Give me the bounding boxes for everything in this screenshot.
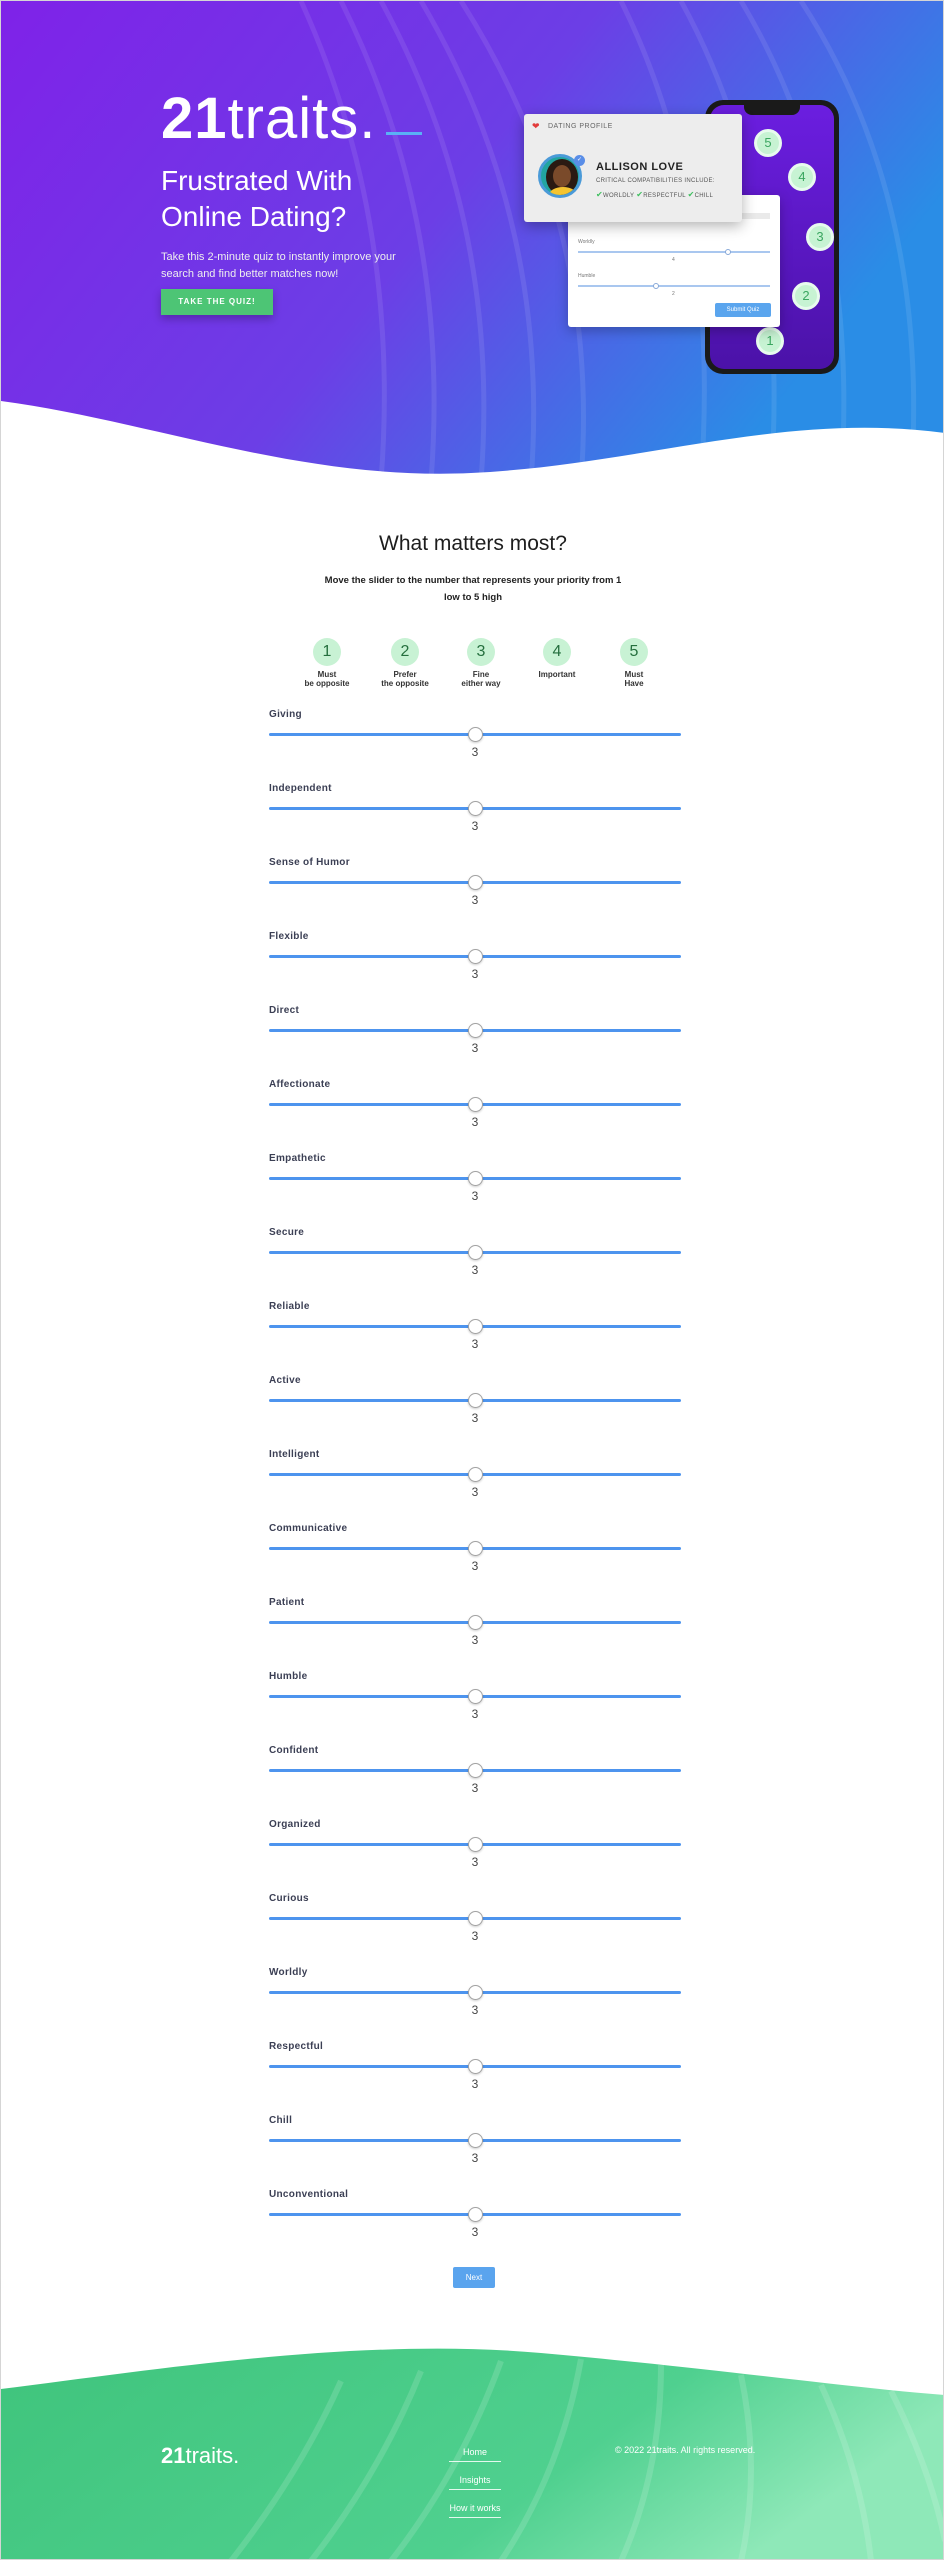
slider-knob[interactable] — [468, 1171, 483, 1186]
trait-label: Direct — [269, 1005, 300, 1016]
link-underline — [449, 2517, 501, 2518]
link-underline — [449, 2461, 501, 2462]
scale-number: 5 — [620, 638, 648, 666]
trait-label: Sense of Humor — [269, 857, 350, 868]
footer-link-label: Insights — [459, 2475, 491, 2485]
verified-badge-icon: ✓ — [574, 155, 585, 166]
phone-notch — [744, 105, 800, 115]
slider-value: 3 — [471, 1411, 479, 1425]
trait-label: Affectionate — [269, 1079, 331, 1090]
hero-subtitle: Take this 2-minute quiz to instantly improve your search and find better matches now! — [161, 251, 396, 280]
slider-value: 3 — [471, 1337, 479, 1351]
footer-logo[interactable] — [161, 2443, 239, 2469]
trait-row — [268, 1745, 682, 1817]
logo-word: traits — [227, 86, 360, 151]
profile-trait: WORLDLY — [603, 193, 635, 199]
trait-row — [268, 2115, 682, 2187]
slider-knob[interactable] — [468, 1615, 483, 1630]
trait-row — [268, 1079, 682, 1151]
slider-value: 3 — [471, 1041, 479, 1055]
dating-profile-card — [524, 114, 742, 222]
trait-label: Empathetic — [269, 1153, 326, 1164]
slider-knob[interactable] — [468, 1689, 483, 1704]
scale-label: be opposite — [304, 679, 350, 688]
trait-row — [268, 1671, 682, 1743]
trait-row — [268, 783, 682, 855]
slider-value: 3 — [471, 1633, 479, 1647]
trait-row — [268, 857, 682, 929]
slider-knob[interactable] — [468, 2059, 483, 2074]
scale-label: Must — [317, 670, 337, 679]
phone-bubble: 4 — [788, 163, 816, 191]
slider-value: 3 — [471, 2077, 479, 2091]
slider-value: 3 — [471, 967, 479, 981]
logo-dot: . — [359, 86, 377, 151]
check-icon: ✔ — [636, 190, 644, 199]
scale-item-4 — [517, 638, 597, 679]
trait-label: Chill — [269, 2115, 293, 2126]
trait-row — [268, 1819, 682, 1891]
trait-label: Giving — [269, 709, 302, 720]
hero-section — [1, 1, 944, 481]
slider-knob[interactable] — [468, 949, 483, 964]
scale-item-5 — [594, 638, 674, 688]
trait-label: Confident — [269, 1745, 319, 1756]
slider-knob[interactable] — [468, 1911, 483, 1926]
slider-value: 3 — [471, 893, 479, 907]
slider-value: 3 — [471, 1855, 479, 1869]
slider-value: 3 — [471, 1189, 479, 1203]
slider-knob[interactable] — [468, 2207, 483, 2222]
trait-row — [268, 1893, 682, 1965]
scale-label: Must — [624, 670, 644, 679]
logo-number: 21 — [161, 86, 228, 151]
scale-label: Prefer — [393, 670, 417, 679]
trait-label: Worldly — [269, 1967, 308, 1978]
trait-row — [268, 2189, 682, 2261]
scale-label: Fine — [472, 670, 490, 679]
trait-row — [268, 1597, 682, 1669]
trait-label: Curious — [269, 1893, 309, 1904]
footer-link-home[interactable] — [435, 2447, 515, 2462]
phone-bubble: 2 — [792, 282, 820, 310]
settings-label: Humble — [578, 273, 596, 279]
trait-row — [268, 1301, 682, 1373]
slider-knob[interactable] — [468, 1245, 483, 1260]
trait-label: Organized — [269, 1819, 321, 1830]
scale-label: Important — [538, 670, 576, 679]
phone-bubble: 1 — [756, 327, 784, 355]
phone-bubble: 3 — [806, 223, 834, 251]
trait-row — [268, 709, 682, 781]
slider-knob[interactable] — [468, 875, 483, 890]
trait-label: Humble — [269, 1671, 308, 1682]
slider-knob[interactable] — [468, 1763, 483, 1778]
slider-value: 3 — [471, 745, 479, 759]
trait-label: Secure — [269, 1227, 305, 1238]
footer-link-how-it-works[interactable] — [435, 2503, 515, 2518]
trait-row — [268, 1375, 682, 1447]
trait-row — [268, 1449, 682, 1521]
heart-icon: ❤ — [532, 121, 540, 131]
trait-row — [268, 1227, 682, 1299]
slider-value: 3 — [471, 1485, 479, 1499]
slider-value: 3 — [471, 1929, 479, 1943]
scale-number: 2 — [391, 638, 419, 666]
logo-underline — [386, 132, 422, 135]
settings-knob — [725, 249, 731, 255]
scale-label: either way — [461, 679, 501, 688]
trait-row — [268, 931, 682, 1003]
trait-row — [268, 2041, 682, 2113]
trait-label: Unconventional — [269, 2189, 349, 2200]
slider-value: 3 — [471, 2225, 479, 2239]
hero-title: Frustrated With Online Dating? — [161, 165, 353, 232]
slider-value: 3 — [471, 1559, 479, 1573]
scale-label: the opposite — [381, 679, 429, 688]
footer-link-label: Home — [462, 2447, 487, 2457]
trait-row — [268, 1005, 682, 1077]
slider-value: 3 — [471, 1781, 479, 1795]
slider-knob[interactable] — [468, 727, 483, 742]
slider-value: 3 — [471, 1707, 479, 1721]
slider-value: 3 — [471, 819, 479, 833]
scale-item-1 — [287, 638, 367, 688]
trait-row — [268, 1967, 682, 2039]
slider-value: 3 — [471, 2003, 479, 2017]
logo-number: 21 — [161, 2443, 186, 2468]
profile-name: ALLISON LOVE — [596, 161, 684, 173]
scale-number: 3 — [467, 638, 495, 666]
profile-traits — [596, 190, 713, 199]
trait-label: Patient — [269, 1597, 305, 1608]
scale-number: 4 — [543, 638, 571, 666]
scale-number: 1 — [313, 638, 341, 666]
quiz-instructions: Move the slider to the number that represents your priority from 1 low to 5 high — [324, 575, 622, 603]
profile-compat-heading: CRITICAL COMPATIBILITIES INCLUDE: — [596, 178, 715, 184]
trait-label: Reliable — [269, 1301, 310, 1312]
scale-item-2 — [365, 638, 445, 688]
settings-value: 2 — [672, 291, 675, 297]
slider-knob[interactable] — [468, 2133, 483, 2148]
slider-knob[interactable] — [468, 1837, 483, 1852]
logo-dot: . — [233, 2443, 240, 2468]
slider-knob[interactable] — [468, 1393, 483, 1408]
settings-knob — [653, 283, 659, 289]
trait-row — [268, 1153, 682, 1225]
link-underline — [449, 2489, 501, 2490]
check-icon: ✔ — [596, 190, 604, 199]
footer-link-label: How it works — [449, 2503, 501, 2513]
check-icon: ✔ — [687, 190, 695, 199]
slider-knob[interactable] — [468, 1023, 483, 1038]
slider-knob[interactable] — [468, 1097, 483, 1112]
scale-label: Have — [624, 679, 644, 688]
trait-label: Flexible — [269, 931, 309, 942]
next-button[interactable]: Next — [453, 2267, 495, 2288]
trait-label: Active — [269, 1375, 301, 1386]
settings-value: 4 — [672, 257, 675, 263]
take-quiz-button[interactable]: TAKE THE QUIZ! — [161, 289, 273, 315]
profile-trait: CHILL — [694, 193, 714, 199]
phone-bubble: 5 — [754, 129, 782, 157]
slider-value: 3 — [471, 2151, 479, 2165]
submit-quiz-button: Submit Quiz — [715, 303, 771, 317]
slider-knob[interactable] — [468, 1985, 483, 2000]
slider-knob[interactable] — [468, 1467, 483, 1482]
hero-logo[interactable] — [161, 87, 376, 151]
scale-item-3 — [441, 638, 521, 688]
copyright: © 2022 21traits. All rights reserved. — [615, 2445, 756, 2455]
footer-link-insights[interactable] — [435, 2475, 515, 2490]
slider-knob[interactable] — [468, 801, 483, 816]
settings-track — [578, 285, 770, 287]
trait-label: Respectful — [269, 2041, 324, 2052]
slider-knob[interactable] — [468, 1319, 483, 1334]
trait-row — [268, 1523, 682, 1595]
settings-label: Worldly — [578, 239, 595, 245]
footer — [1, 2341, 944, 2560]
slider-knob[interactable] — [468, 1541, 483, 1556]
trait-label: Communicative — [269, 1523, 348, 1534]
slider-value: 3 — [471, 1115, 479, 1129]
quiz-title: What matters most? — [379, 532, 567, 555]
trait-label: Intelligent — [269, 1449, 320, 1460]
settings-track — [578, 251, 770, 253]
logo-word: traits — [185, 2443, 234, 2468]
profile-header: DATING PROFILE — [548, 123, 613, 130]
profile-trait: RESPECTFUL — [643, 193, 686, 199]
slider-value: 3 — [471, 1263, 479, 1277]
trait-label: Independent — [269, 783, 332, 794]
